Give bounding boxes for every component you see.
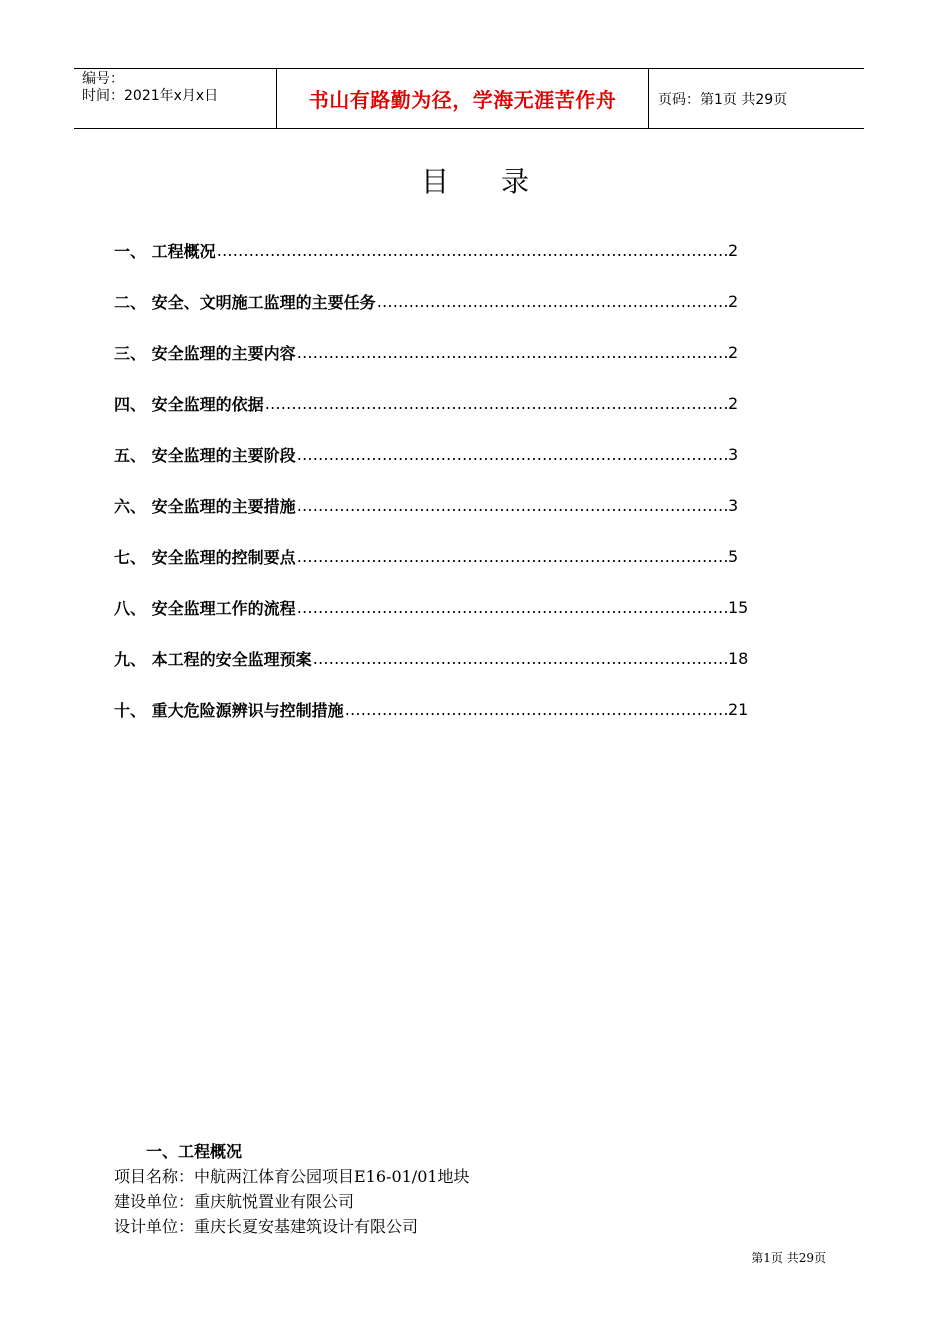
toc-entry-label: 五、 安全监理的主要阶段 [114,446,296,465]
toc-entry[interactable] [114,531,754,582]
toc-entry-label: 一、 工程概况 [114,242,216,261]
section-heading: 一、工程概况 [146,1142,243,1161]
toc-leader-dots [377,292,727,311]
toc-leader-dots [217,241,727,260]
toc-entry-page: 15 [728,598,749,617]
table-of-contents [114,225,754,735]
toc-leader-dots [297,445,727,464]
page-header [74,68,864,129]
toc-leader-dots [297,496,727,515]
header-page-info: 页码：第1页 共29页 [658,91,788,108]
toc-entry[interactable] [114,633,754,684]
header-motto: 书山有路勤为径，学海无涯苦作舟 [276,69,649,128]
toc-entry[interactable] [114,225,754,276]
toc-entry-page: 3 [728,496,739,515]
toc-entry[interactable] [114,480,754,531]
toc-entry-label: 三、 安全监理的主要内容 [114,344,296,363]
toc-entry[interactable] [114,582,754,633]
toc-leader-dots [345,700,727,719]
toc-leader-dots [313,649,727,668]
page-footer: 第1页 共29页 [751,1251,826,1265]
toc-entry-page: 2 [728,241,739,260]
toc-entry-page: 21 [728,700,749,719]
toc-title: 目录 [420,165,581,198]
toc-entry[interactable] [114,276,754,327]
toc-entry-label: 九、 本工程的安全监理预案 [114,650,312,669]
toc-entry-page: 18 [728,649,749,668]
toc-leader-dots [297,598,727,617]
toc-entry[interactable] [114,429,754,480]
toc-entry-label: 七、 安全监理的控制要点 [114,548,296,567]
toc-entry-label: 十、 重大危险源辨识与控制措施 [114,701,344,720]
toc-entry-page: 2 [728,292,739,311]
document-number-label: 编号： [82,71,124,87]
toc-entry[interactable] [114,684,754,735]
toc-entry-page: 2 [728,394,739,413]
toc-entry-label: 四、 安全监理的依据 [114,395,264,414]
developer-line: 建设单位：重庆航悦置业有限公司 [114,1192,355,1211]
toc-leader-dots [297,343,727,362]
toc-entry[interactable] [114,378,754,429]
toc-leader-dots [265,394,727,413]
toc-entry[interactable] [114,327,754,378]
toc-leader-dots [297,547,727,566]
document-time-label: 时间：2021年x月x日 [82,88,219,104]
toc-entry-label: 六、 安全监理的主要措施 [114,497,296,516]
designer-line: 设计单位：重庆长夏安基建筑设计有限公司 [114,1217,419,1236]
toc-entry-label: 八、 安全监理工作的流程 [114,599,296,618]
toc-entry-page: 5 [728,547,739,566]
header-meta [74,69,276,128]
toc-entry-label: 二、 安全、文明施工监理的主要任务 [114,293,376,312]
toc-entry-page: 2 [728,343,739,362]
project-name-line: 项目名称：中航两江体育公园项目E16-01/01地块 [114,1167,470,1186]
project-overview-section [114,1140,814,1239]
toc-entry-page: 3 [728,445,739,464]
